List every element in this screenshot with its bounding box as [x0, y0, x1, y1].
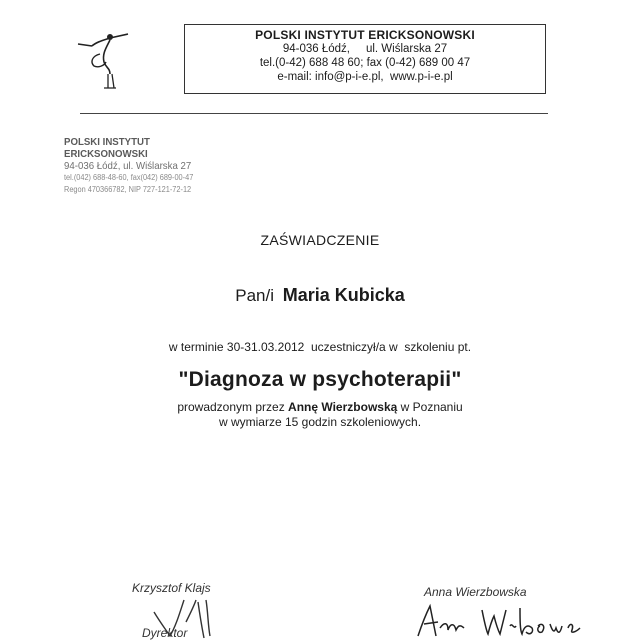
- institute-phone-fax: tel.(0-42) 688 48 60; fax (0-42) 689 00 47: [259, 57, 471, 69]
- stork-logo-icon: [70, 22, 130, 92]
- left-signatory-name: Krzysztof Klajs: [132, 581, 211, 595]
- header-divider: [80, 113, 548, 114]
- recipient-line: [0, 285, 640, 306]
- institute-stamp: [64, 136, 211, 196]
- left-signatory-role: Dyrektor: [142, 626, 188, 640]
- led-by-line: [0, 400, 640, 414]
- certificate-title: ZAŚWIADCZENIE: [260, 232, 380, 248]
- salutation: Pan/i: [235, 286, 274, 305]
- stamp-line-3: tel.(042) 688-48-60, fax(042) 689-00-47: [64, 173, 194, 182]
- right-signatory-name: Anna Wierzbowska: [424, 585, 527, 599]
- institute-address: 94-036 Łódź, ul. Wiślarska 27: [282, 43, 448, 55]
- stamp-line-4: Regon 470366782, NIP 727-121-72-12: [64, 185, 192, 194]
- recipient-name: Maria Kubicka: [282, 285, 405, 305]
- hours-line: w wymiarze 15 godzin szkoleniowych.: [218, 415, 422, 429]
- trainer-name: Annę Wierzbowską: [288, 400, 398, 414]
- participation-text: w terminie 30-31.03.2012 uczestniczył/a w szkoleniu pt.: [168, 340, 472, 354]
- stamp-line-2: 94-036 Łódź, ul. Wiślarska 27: [64, 160, 192, 172]
- right-signature-scribble: [410, 596, 590, 640]
- institute-name: POLSKI INSTYTUT ERICKSONOWSKI: [255, 28, 475, 42]
- led-by-prefix: prowadzonym przez: [177, 400, 285, 414]
- course-title: "Diagnoza w psychoterapii": [178, 368, 462, 391]
- led-by-suffix: w Poznaniu: [400, 400, 463, 414]
- institute-email-www: e-mail: info@p-i-e.pl, www.p-i-e.pl: [277, 71, 453, 83]
- letterhead-box: [184, 24, 546, 94]
- stamp-line-1: POLSKI INSTYTUT ERICKSONOWSKI: [64, 136, 150, 160]
